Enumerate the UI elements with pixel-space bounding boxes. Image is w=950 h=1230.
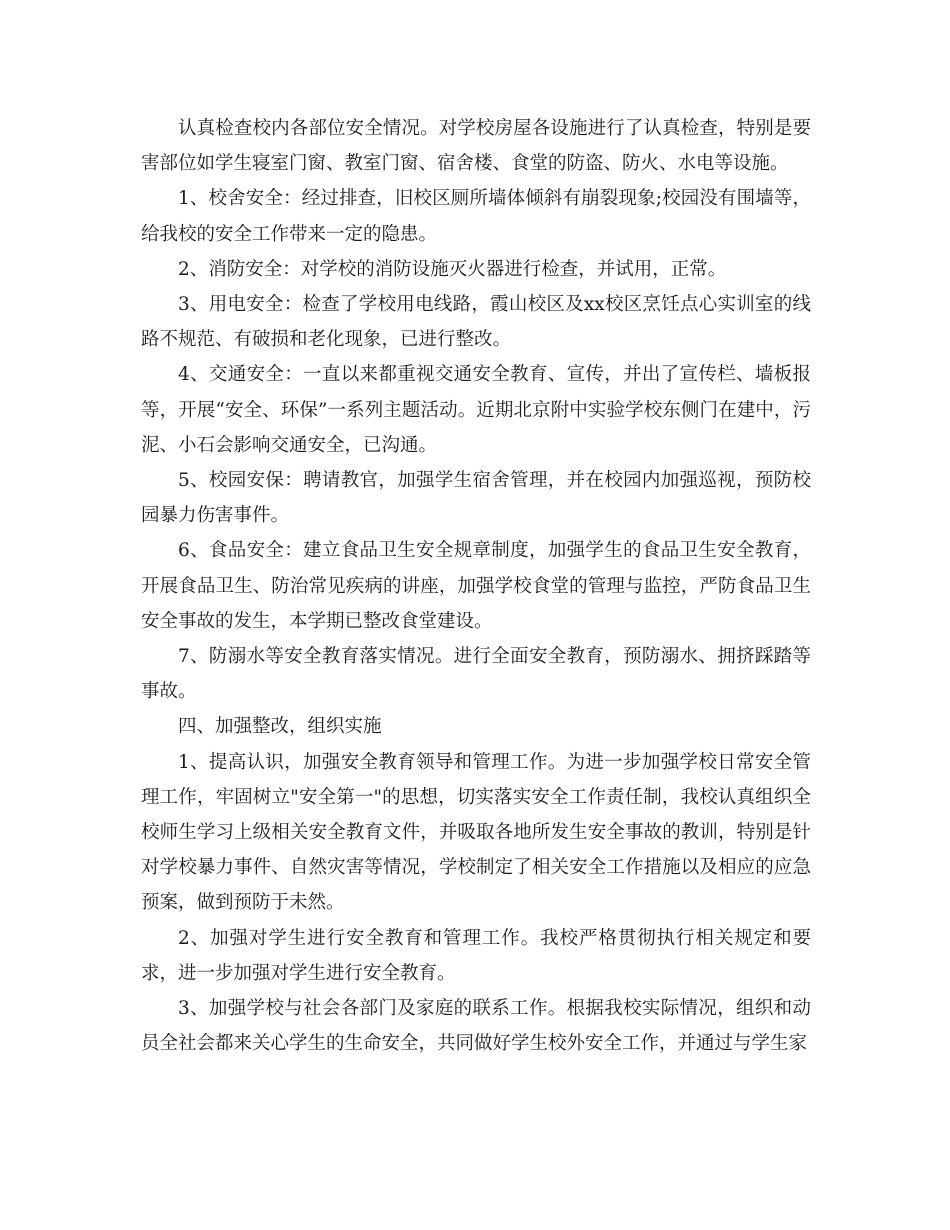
paragraph-inspection: 认真检查校内各部位安全情况。对学校房屋各设施进行了认真检查，特别是要害部位如学生寝室门窗、教室门窗、宿舍楼、食堂的防盗、防火、水电等设施。 (141, 118, 811, 175)
paragraph-student-education: 2、加强对学生进行安全教育和管理工作。我校严格贯彻执行相关规定和要求，进一步加强对学生进行安全教育。 (141, 927, 811, 984)
paragraph-raise-awareness: 1、提高认识，加强安全教育领导和管理工作。为进一步加强学校日常安全管理工作，牢固树立"安全第一"的思想，切实落实安全工作责任制，我校认真组织全校师生学习上级相关安全教育文件，并吸取各地所发生安全事故的教训，特别是针对学校暴力事件、自然灾害等情况，学校制定了相关安全工作措施以及相应的应急预案，做到预防于未然。 (141, 751, 811, 914)
section-heading-rectification: 四、加强整改，组织实施 (178, 716, 382, 738)
paragraph-campus-security: 5、校园安保：聘请教官，加强学生宿舍管理，并在校园内加强巡视，预防校园暴力伤害事件。 (141, 470, 811, 527)
paragraph-community-liaison: 3、加强学校与社会各部门及家庭的联系工作。根据我校实际情况，组织和动员全社会都来关心学生的生命安全，共同做好学生校外安全工作，并通过与学生家 (141, 998, 811, 1055)
paragraph-electrical-safety: 3、用电安全：检查了学校用电线路，霞山校区及xx校区烹饪点心实训室的线路不规范、有破损和老化现象，已进行整改。 (141, 294, 811, 351)
paragraph-traffic-safety: 4、交通安全：一直以来都重视交通安全教育、宣传，并出了宣传栏、墙板报等，开展“安全、环保”一系列主题活动。近期北京附中实验学校东侧门在建中，污泥、小石会影响交通安全，已沟通。 (141, 364, 811, 456)
document-body (141, 111, 811, 1061)
paragraph-fire-safety: 2、消防安全：对学校的消防设施灭火器进行检查，并试用，正常。 (178, 258, 727, 280)
paragraph-building-safety: 1、校舍安全：经过排查，旧校区厕所墙体倾斜有崩裂现象;校园没有围墙等，给我校的安全工作带来一定的隐患。 (141, 188, 811, 245)
paragraph-food-safety: 6、食品安全：建立食品卫生安全规章制度，加强学生的食品卫生安全教育，开展食品卫生、防治常见疾病的讲座，加强学校食堂的管理与监控，严防食品卫生安全事故的发生，本学期已整改食堂建设。 (141, 540, 811, 632)
paragraph-drowning-prevention: 7、防溺水等安全教育落实情况。进行全面安全教育，预防溺水、拥挤踩踏等事故。 (141, 646, 811, 703)
